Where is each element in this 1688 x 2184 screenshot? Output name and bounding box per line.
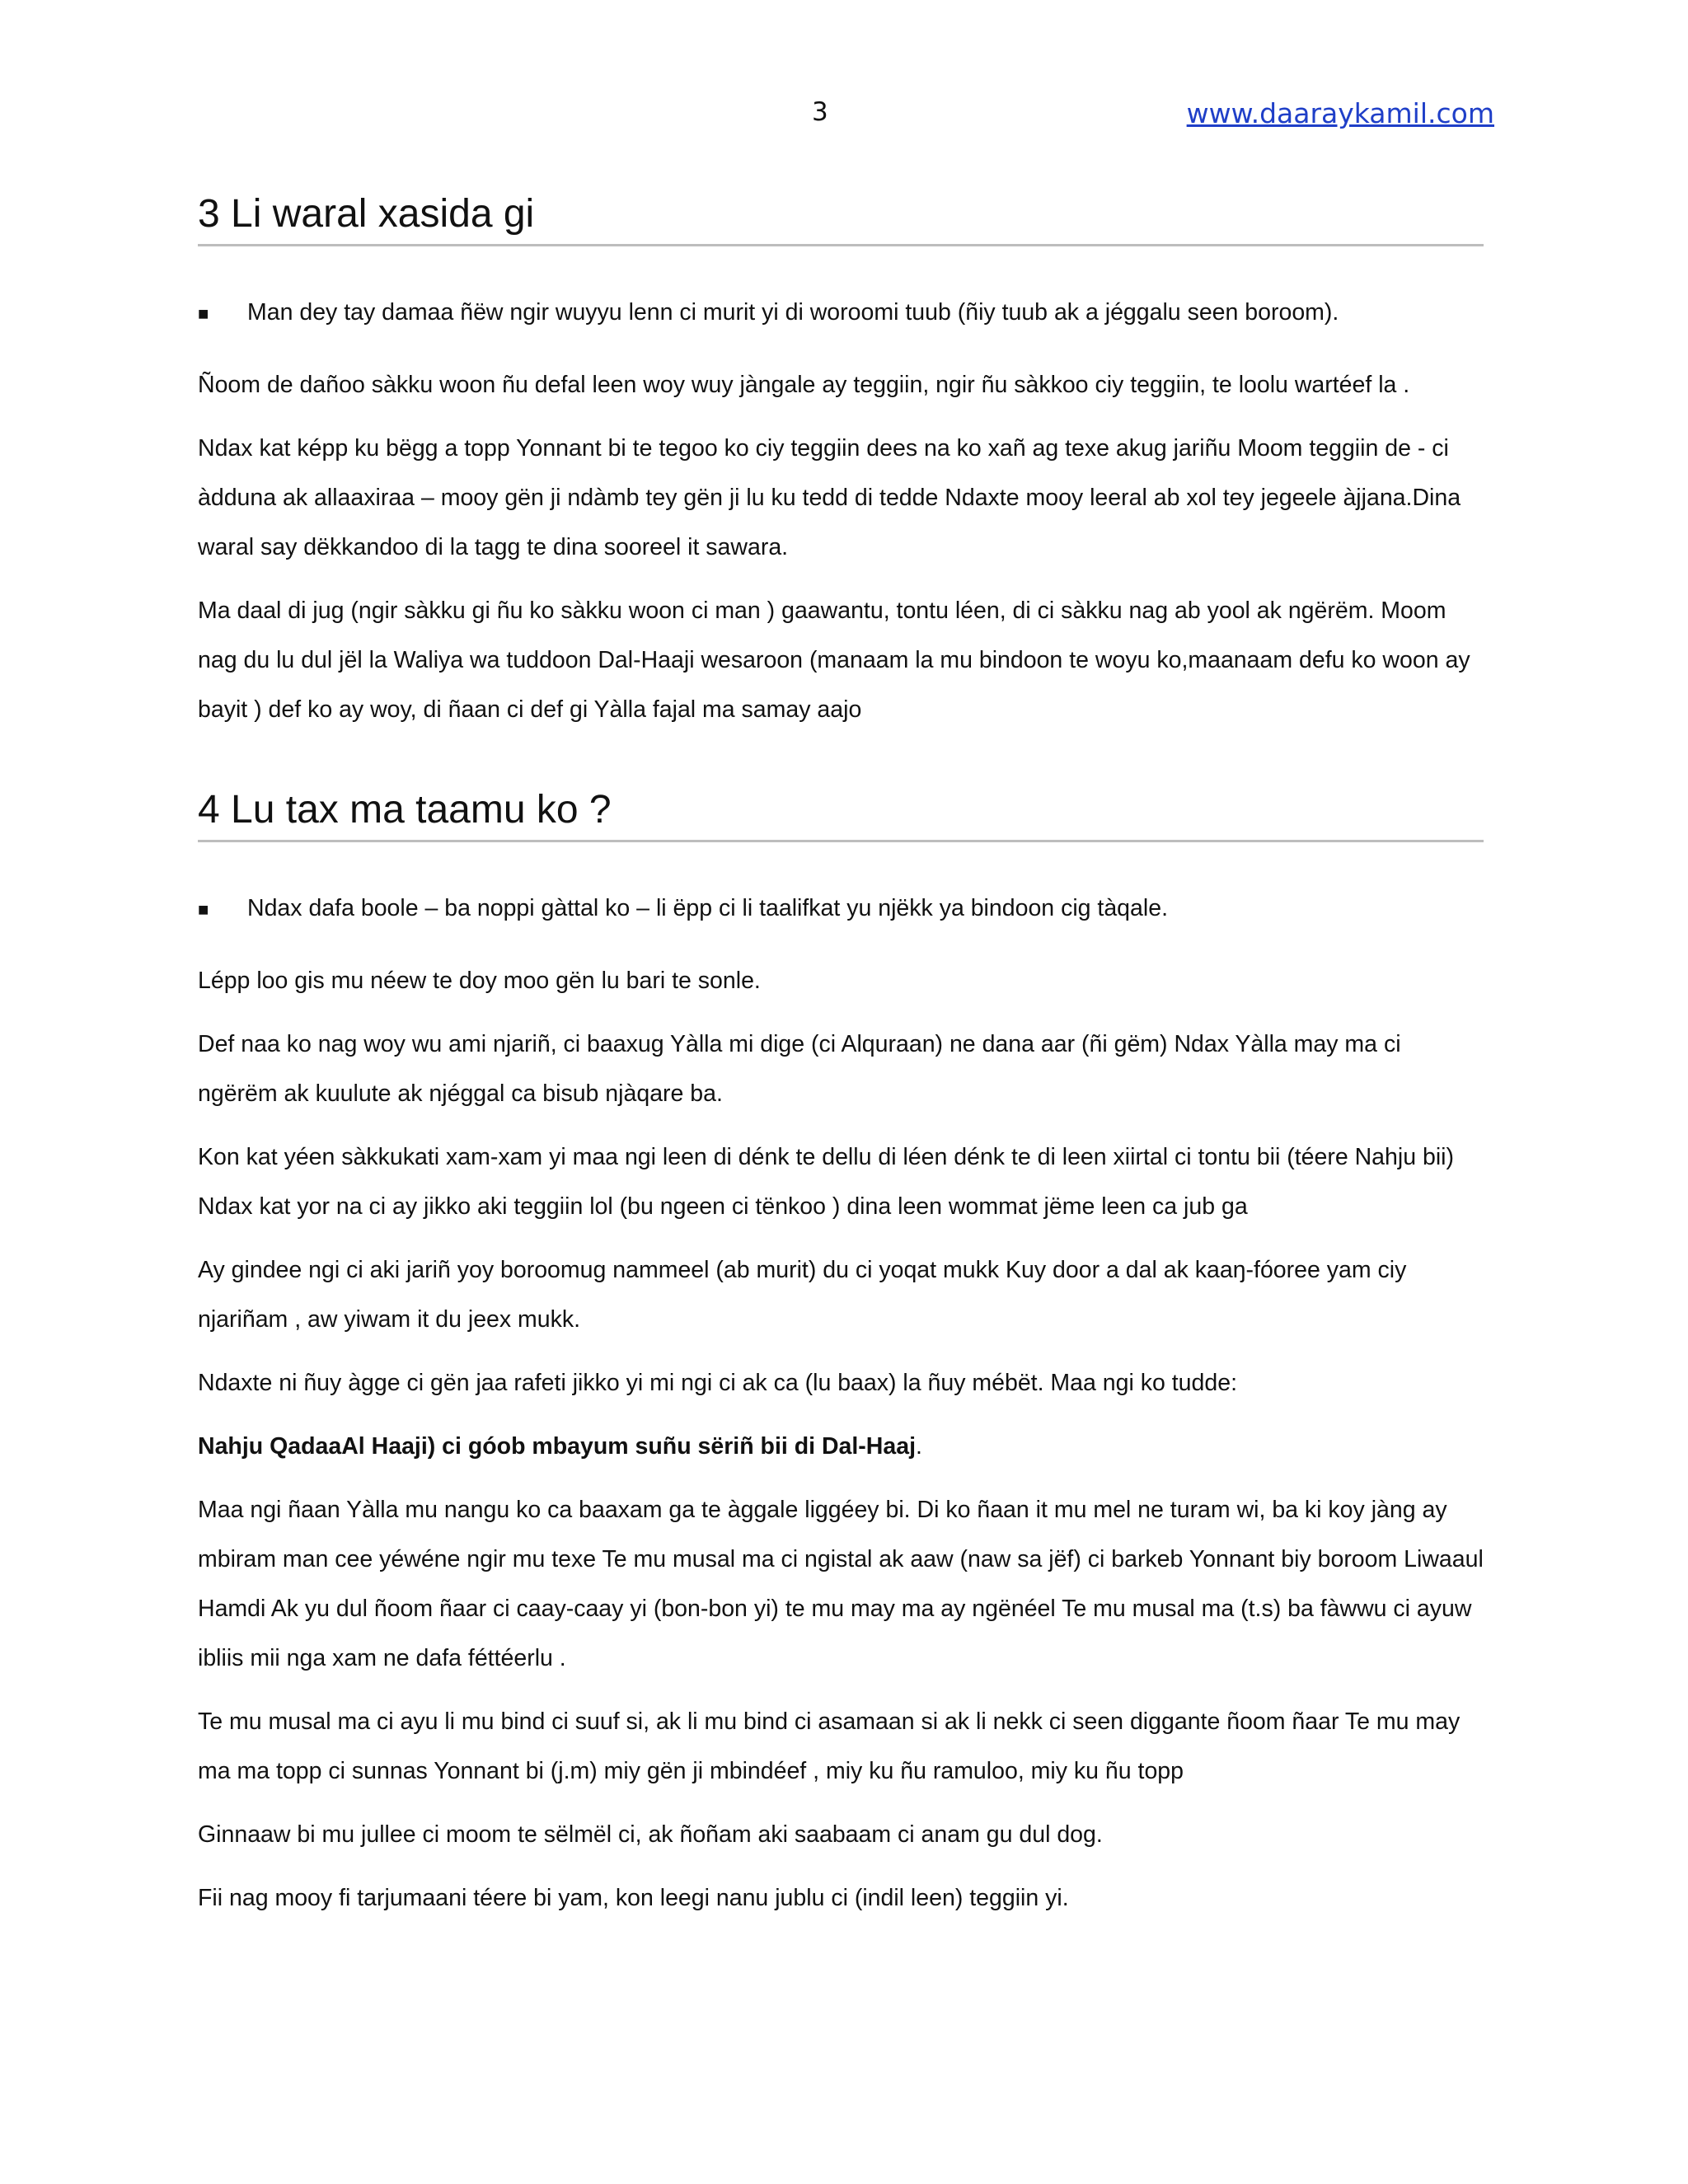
bold-title-text: Nahju QadaaAl Haaji) ci góob mbayum suñu sëriñ bii di Dal-Haaj <box>198 1433 917 1460</box>
bullet-item <box>198 288 1484 339</box>
paragraph: Ma daal di jug (ngir sàkku gi ñu ko sàkku woon ci man ) gaawantu, tontu léen, di ci sàkku nag ab yool ak ngërëm. Moom nag du lu dul jël la Waliya wa tuddoon Dal-Haaji wesaroon (manaam la mu bindoon te woyu ko,maanaam defu ko woon ay bayit ) def ko ay woy, di ñaan ci def gi Yàlla fajal ma samay aajo <box>198 598 1470 723</box>
page-header <box>0 97 1688 138</box>
paragraph: Ay gindee ngi ci aki jariñ yoy boroomug nammeel (ab murit) du ci yoqat mukk Kuy door a dal ak kaaŋ-fóoree yam ciy njariñam , aw yiwam it du jeex mukk. <box>198 1257 1407 1333</box>
paragraph: Def naa ko nag woy wu ami njariñ, ci baaxug Yàlla mi dige (ci Alquraan) ne dana aar (ñi gëm) Ndax Yàlla may ma ci ngërëm ak kuulute ak njéggal ca bisub njàqare ba. <box>198 1031 1401 1107</box>
square-bullet-icon: ■ <box>198 303 209 324</box>
paragraph: Kon kat yéen sàkkukati xam-xam yi maa ngi leen di dénk te dellu di léen dénk te di leen xiirtal ci tontu bii (téere Nahju bii) Ndax kat yor na ci ay jikko aki teggiin lol (bu ngeen ci tënkoo ) dina leen wommat jëme leen ca jub ga <box>198 1144 1454 1220</box>
bullet-item <box>198 883 1484 935</box>
paragraph: Maa ngi ñaan Yàlla mu nangu ko ca baaxam ga te àggale liggéey bi. Di ko ñaan it mu mel ne turam wi, ba ki koy jàng ay mbiram man cee yéwéne ngir mu texe Te mu musal ma ci ngistal ak aaw (naw sa jëf) ci barkeb Yonnant biy boroom Liwaaul Hamdi Ak yu dul ñoom ñaar ci caay-caay yi (bon-bon yi) te mu may ma ay ngënéel Te mu musal ma (t.s) ba fàwwu ci ayuw ibliis mii nga xam ne dafa féttéerlu . <box>198 1497 1484 1671</box>
bold-title-suffix: . <box>916 1433 922 1460</box>
square-bullet-icon: ■ <box>198 899 209 920</box>
site-link[interactable]: www.daaraykamil.com <box>1186 97 1494 129</box>
page-number: 3 <box>812 97 828 127</box>
paragraph: Ñoom de dañoo sàkku woon ñu defal leen woy wuy jàngale ay teggiin, ngir ñu sàkkoo ciy teggiin, te loolu wartéef la . <box>198 372 1410 398</box>
document-body <box>198 190 1484 1974</box>
section-3 <box>198 190 1484 734</box>
paragraph: Te mu musal ma ci ayu li mu bind ci suuf si, ak li mu bind ci asamaan si ak li nekk ci seen diggante ñoom ñaar Te mu may ma ma topp ci sunnas Yonnant bi (j.m) miy gën ji mbindéef , miy ku ñu ramuloo, miy ku ñu topp <box>198 1708 1461 1784</box>
bullet-text: Man dey tay damaa ñëw ngir wuyyu lenn ci murit yi di woroomi tuub (ñiy tuub ak a jéggalu seen boroom). <box>247 299 1339 326</box>
paragraph: Lépp loo gis mu néew te doy moo gën lu bari te sonle. <box>198 968 761 994</box>
bullet-text: Ndax dafa boole – ba noppi gàttal ko – li ëpp ci li taalifkat yu njëkk ya bindoon cig tàqale. <box>247 895 1168 921</box>
section-4 <box>198 785 1484 1923</box>
section-title: 3 Li waral xasida gi <box>198 190 1484 246</box>
paragraph: Ndax kat képp ku bëgg a topp Yonnant bi te tegoo ko ciy teggiin dees na ko xañ ag texe akug jariñu Moom teggiin de - ci àdduna ak allaaxiraa – mooy gën ji ndàmb tey gën ji lu ku tedd di tedde Ndaxte mooy leeral ab xol tey jegeele àjjana.Dina waral say dëkkandoo di la tagg te dina sooreel it sawara. <box>198 435 1461 560</box>
section-title: 4 Lu tax ma taamu ko ? <box>198 785 1484 842</box>
bold-title-line <box>198 1422 1484 1471</box>
paragraph: Ginnaaw bi mu jullee ci moom te sëlmël ci, ak ñoñam aki saabaam ci anam gu dul dog. <box>198 1821 1103 1848</box>
paragraph: Fii nag mooy fi tarjumaani téere bi yam, kon leegi nanu jublu ci (indil leen) teggiin yi. <box>198 1885 1069 1911</box>
paragraph: Ndaxte ni ñuy àgge ci gën jaa rafeti jikko yi mi ngi ci ak ca (lu baax) la ñuy mébët. Maa ngi ko tudde: <box>198 1370 1237 1396</box>
